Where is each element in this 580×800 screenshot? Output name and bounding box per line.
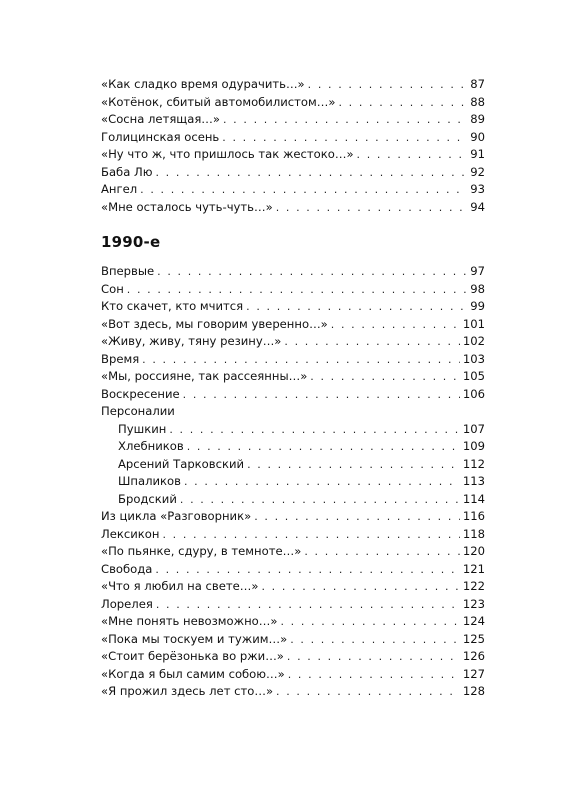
toc-entry xyxy=(101,683,485,701)
toc-entry-title: Впервые xyxy=(101,264,155,278)
toc-page-number: 113 xyxy=(462,474,485,488)
toc-entry-title: Пушкин xyxy=(118,421,167,436)
toc-leader-dots xyxy=(223,111,467,129)
toc-entry-title: Кто скачет, кто мчится xyxy=(101,299,244,313)
toc-leader-dots xyxy=(304,543,460,561)
toc-entry xyxy=(101,648,485,666)
toc-entry xyxy=(101,666,485,684)
toc-page-number: 90 xyxy=(470,129,485,144)
toc-leader-dots xyxy=(184,473,460,491)
toc-entry-title: Лексикон xyxy=(101,526,160,541)
toc-leader-dots xyxy=(290,631,460,649)
toc-page-number: 118 xyxy=(462,526,485,541)
toc-leader-dots xyxy=(331,316,460,334)
toc-page-number: 125 xyxy=(462,631,485,646)
toc-leader-dots xyxy=(140,181,467,199)
toc-entry-title: Баба Лю xyxy=(101,164,153,179)
toc-leader-dots xyxy=(180,491,460,509)
toc-entry xyxy=(101,578,485,596)
toc-page-number: 94 xyxy=(470,199,485,214)
toc-entry-title: Воскресение xyxy=(101,386,180,401)
toc-page-number: 91 xyxy=(470,147,485,161)
toc-entry xyxy=(101,526,485,544)
toc-leader-dots xyxy=(187,438,460,456)
toc-entry xyxy=(101,281,485,299)
toc-entry xyxy=(101,368,485,386)
toc-page-number: 126 xyxy=(462,649,485,663)
toc-leader-dots xyxy=(183,386,460,404)
toc-leader-dots xyxy=(155,561,459,579)
toc-page-number: 127 xyxy=(462,666,485,681)
toc-page-number: 105 xyxy=(462,369,485,383)
toc-entry-title: «Вот здесь, мы говорим уверенно…» xyxy=(101,316,328,331)
toc-page-number: 124 xyxy=(462,614,485,628)
toc-entry xyxy=(101,386,485,404)
toc-leader-dots xyxy=(276,199,468,217)
toc-entry xyxy=(101,403,485,421)
toc-leader-dots xyxy=(280,613,459,631)
toc-leader-dots xyxy=(162,526,459,544)
toc-entry xyxy=(101,298,485,316)
toc-entry-title: Лорелея xyxy=(101,596,153,611)
toc-entry-title: «По пьянке, сдуру, в темноте…» xyxy=(101,544,302,558)
toc-page-number: 112 xyxy=(462,456,485,471)
toc-entry-title: «Ну что ж, что пришлось так жестоко…» xyxy=(101,147,354,161)
toc-page-number: 128 xyxy=(462,684,485,698)
toc-page-number: 122 xyxy=(462,579,485,593)
toc-entry xyxy=(101,129,485,147)
toc-leader-dots xyxy=(156,596,460,614)
toc-leader-dots xyxy=(308,76,468,94)
toc-page-number: 120 xyxy=(462,544,485,558)
toc-leader-dots xyxy=(288,666,460,684)
toc-page-number: 101 xyxy=(462,316,485,331)
toc-entry-title: «Сосна летящая…» xyxy=(101,112,220,126)
toc-entry-title: «Что я любил на свете…» xyxy=(101,579,259,593)
toc-page-number: 93 xyxy=(470,182,485,196)
toc-page-number: 97 xyxy=(470,264,485,278)
toc-page-number: 88 xyxy=(470,94,485,109)
toc-entry xyxy=(101,164,485,182)
toc-page-number: 98 xyxy=(470,281,485,296)
toc-leader-dots xyxy=(310,368,460,386)
toc-leader-dots xyxy=(247,456,460,474)
toc-entry xyxy=(101,631,485,649)
toc-entry-title: Ангел xyxy=(101,182,138,196)
toc-entry xyxy=(101,146,485,164)
toc-entry xyxy=(101,263,485,281)
toc-page-number: 99 xyxy=(470,299,485,313)
toc-page-number: 123 xyxy=(462,596,485,611)
toc-subentry xyxy=(101,456,485,474)
toc-entry xyxy=(101,508,485,526)
toc-entry xyxy=(101,199,485,217)
toc-entry-title: «Мне понять невозможно…» xyxy=(101,614,278,628)
toc-entry-title: Время xyxy=(101,351,140,366)
toc-entry-title: «Стоит берёзонька во ржи…» xyxy=(101,649,284,663)
toc-page-number: 89 xyxy=(470,112,485,126)
toc-page-number: 107 xyxy=(462,421,485,436)
toc-entry-title: Бродский xyxy=(118,491,177,506)
toc-entry-title: «Мне осталось чуть-чуть…» xyxy=(101,199,273,214)
toc-entry-title: Шпаликов xyxy=(118,474,181,488)
toc-page-number: 114 xyxy=(462,491,485,506)
toc-entry xyxy=(101,333,485,351)
toc-entry-title: «Когда я был самим собою…» xyxy=(101,666,285,681)
toc-subentry xyxy=(101,473,485,491)
toc-entry-title: Хлебников xyxy=(118,439,184,453)
toc-leader-dots xyxy=(261,578,459,596)
toc-entry xyxy=(101,613,485,631)
toc-entry xyxy=(101,561,485,579)
toc-entry-title: «Пока мы тоскуем и тужим…» xyxy=(101,631,288,646)
toc-subentry xyxy=(101,438,485,456)
toc-page-number: 87 xyxy=(470,77,485,91)
toc-page-number: 92 xyxy=(470,164,485,179)
toc-page-number: 106 xyxy=(462,386,485,401)
toc-leader-dots xyxy=(142,351,460,369)
toc-entry xyxy=(101,76,485,94)
toc-entry xyxy=(101,94,485,112)
toc-entry xyxy=(101,316,485,334)
toc-entry-title: «Живу, живу, тяну резину…» xyxy=(101,334,282,348)
toc-leader-dots xyxy=(338,94,467,112)
toc-entry xyxy=(101,111,485,129)
toc-entry xyxy=(101,351,485,369)
toc-entry-title: «Я прожил здесь лет сто…» xyxy=(101,684,274,698)
toc-leader-dots xyxy=(222,129,467,147)
toc-entry-title: «Как сладко время одурачить…» xyxy=(101,77,305,91)
toc-entry-title: Из цикла «Разговорник» xyxy=(101,509,252,523)
toc-leader-dots xyxy=(169,421,460,439)
toc-entry xyxy=(101,596,485,614)
toc-page-number: 109 xyxy=(462,439,485,453)
toc-list-1990s xyxy=(101,263,485,701)
toc-entry-title: «Мы, россияне, так рассеянны…» xyxy=(101,369,308,383)
toc-entry-title: Арсений Тарковский xyxy=(118,456,245,471)
toc-leader-dots xyxy=(127,281,467,299)
toc-subentry xyxy=(101,421,485,439)
toc-entry xyxy=(101,543,485,561)
toc-entry xyxy=(101,181,485,199)
section-heading: 1990-е xyxy=(101,233,161,251)
toc-leader-dots xyxy=(246,298,467,316)
toc-page-number: 121 xyxy=(462,561,485,576)
toc-subentry xyxy=(101,491,485,509)
toc-list-top xyxy=(101,76,485,216)
toc-entry-title: Сон xyxy=(101,281,124,296)
toc-page-number: 102 xyxy=(462,334,485,348)
toc-leader-dots xyxy=(287,648,460,666)
toc-leader-dots xyxy=(155,164,467,182)
toc-leader-dots xyxy=(157,263,467,281)
toc-entry-title: Свобода xyxy=(101,561,153,576)
toc-entry-title: Голицинская осень xyxy=(101,129,220,144)
toc-leader-dots xyxy=(357,146,468,164)
toc-entry-title: «Котёнок, сбитый автомобилистом…» xyxy=(101,94,336,109)
toc-leader-dots xyxy=(284,333,459,351)
toc-leader-dots xyxy=(254,508,460,526)
toc-page-number: 103 xyxy=(462,351,485,366)
toc-entry-title: Персоналии xyxy=(101,404,175,418)
toc-page-number: 116 xyxy=(462,509,485,523)
toc-leader-dots xyxy=(276,683,460,701)
